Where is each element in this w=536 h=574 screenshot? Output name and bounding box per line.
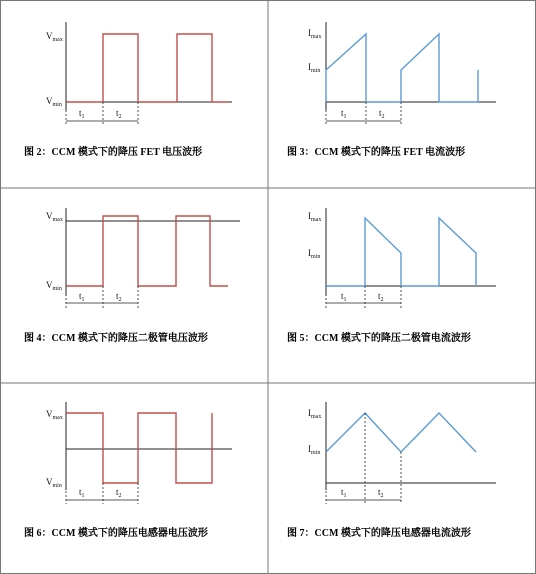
current-waveform — [326, 218, 476, 286]
panel-fig5 — [287, 208, 496, 344]
min-label: $V_{min}$ — [46, 96, 62, 108]
t2-label: $t_2$ — [379, 108, 385, 120]
caption: 图 2：CCM 模式下的降压 FET 电压波形 — [24, 147, 203, 158]
panel-fig3 — [287, 22, 496, 158]
caption: 图 3：CCM 模式下的降压 FET 电流波形 — [287, 147, 466, 158]
voltage-waveform — [66, 34, 228, 102]
t1-label: $t_1$ — [79, 108, 85, 120]
min-label: $V_{min}$ — [46, 280, 62, 292]
caption: 图 6：CCM 模式下的降压电感器电压波形 — [24, 528, 208, 539]
max-label: $V_{max}$ — [46, 211, 63, 223]
caption: 图 4：CCM 模式下的降压二极管电压波形 — [24, 333, 208, 344]
min-label: $I_{min}$ — [308, 62, 321, 74]
panel-fig6 — [24, 402, 232, 539]
t2-label: $t_2$ — [116, 291, 122, 303]
t2-label: $t_2$ — [116, 487, 122, 499]
panel-fig2 — [24, 22, 232, 158]
t2-label: $t_2$ — [378, 291, 384, 303]
voltage-waveform — [66, 413, 212, 483]
t1-label: $t_1$ — [341, 108, 347, 120]
caption: 图 5：CCM 模式下的降压二极管电流波形 — [287, 333, 471, 344]
max-label: $I_{max}$ — [308, 408, 322, 420]
max-label: $I_{max}$ — [308, 28, 322, 40]
current-waveform — [326, 34, 478, 102]
min-label: $I_{min}$ — [308, 444, 321, 456]
t2-label: $t_2$ — [378, 487, 384, 499]
t1-label: $t_1$ — [79, 487, 85, 499]
max-label: $V_{max}$ — [46, 409, 63, 421]
panel-fig7 — [287, 402, 496, 539]
t1-label: $t_1$ — [79, 291, 85, 303]
min-label: $V_{min}$ — [46, 477, 62, 489]
caption: 图 7：CCM 模式下的降压电感器电流波形 — [287, 528, 471, 539]
min-label: $I_{min}$ — [308, 248, 321, 260]
current-waveform — [326, 413, 476, 452]
t2-label: $t_2$ — [116, 108, 122, 120]
voltage-waveform — [66, 216, 228, 286]
max-label: $I_{max}$ — [308, 211, 322, 223]
t1-label: $t_1$ — [341, 291, 347, 303]
t1-label: $t_1$ — [341, 487, 347, 499]
panel-fig4 — [24, 208, 240, 344]
max-label: $V_{max}$ — [46, 31, 63, 43]
